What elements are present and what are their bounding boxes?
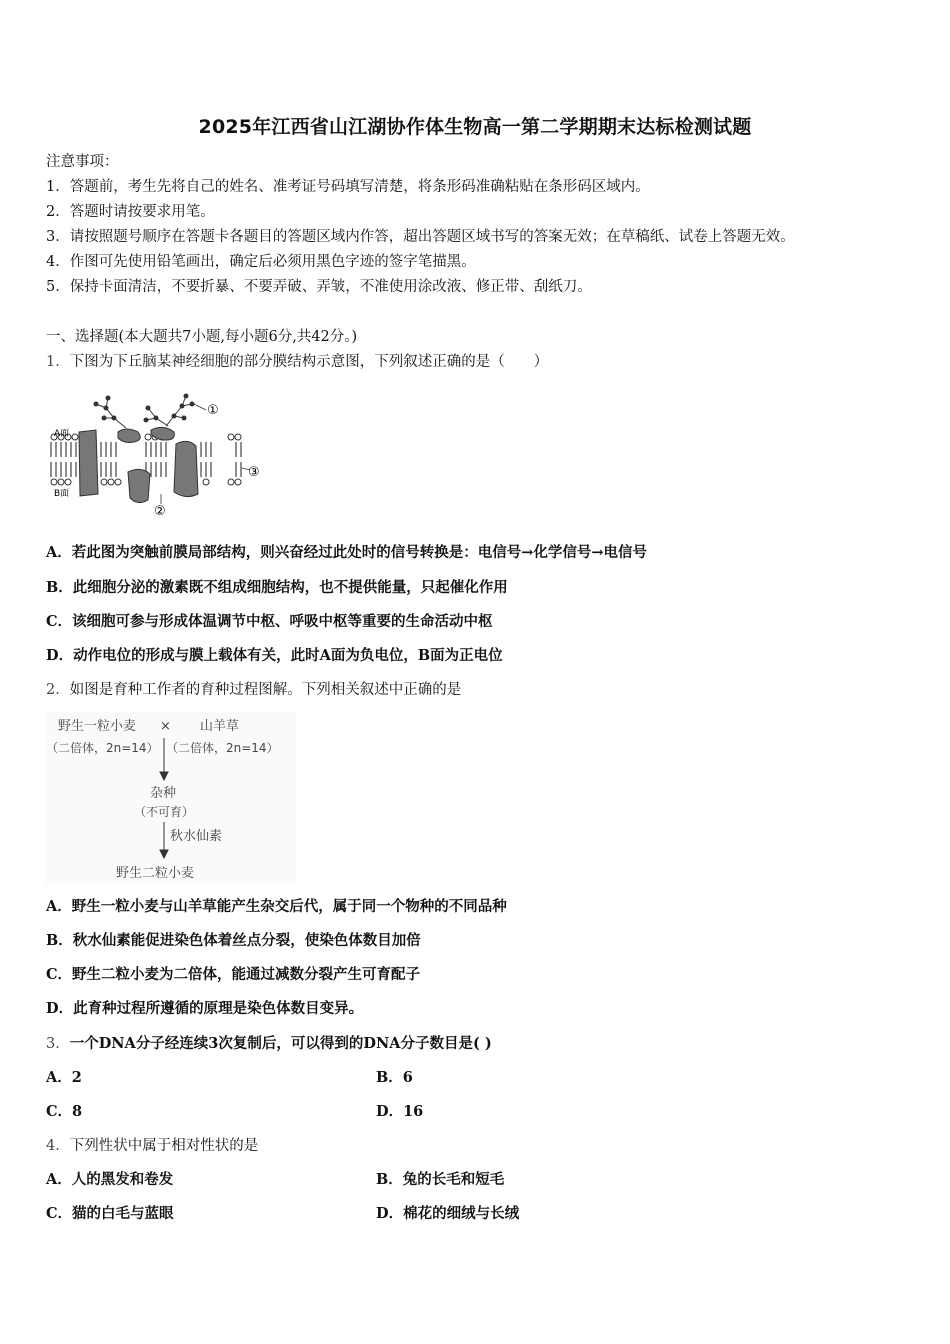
q2-option-c: C．野生二粒小麦为二倍体，能通过减数分裂产生可育配子	[46, 966, 421, 983]
question-text: 如图是育种工作者的育种过程图解。下列相关叙述中正确的是	[69, 682, 462, 698]
question-number: 2．	[46, 682, 70, 698]
notice-item: 2．答题时请按要求用笔。	[46, 204, 215, 220]
hybrid-label: 杂种	[150, 786, 177, 801]
q3-option-d: D．16	[376, 1103, 424, 1120]
q2-option-d: D．此育种过程所遵循的原理是染色体数目变异。	[46, 1000, 364, 1017]
question-2-stem	[46, 680, 461, 700]
parent-2-info: （二倍体，2n=14）	[166, 741, 279, 755]
notice-item: 4．作图可先使用铅笔画出，确定后必须用黑色字迹的签字笔描黑。	[46, 254, 476, 270]
notice-item: 1．答题前，考生先将自己的姓名、准考证号码填写清楚，将条形码准确粘贴在条形码区域内。	[46, 179, 650, 195]
q2-option-a: A．野生一粒小麦与山羊草能产生杂交后代，属于同一个物种的不同品种	[46, 898, 507, 915]
glycoprotein-chains	[94, 394, 194, 428]
question-3-stem	[46, 1034, 492, 1054]
section-heading: 一、选择题(本大题共7小题,每小题6分,共42分。)	[46, 329, 358, 345]
page-title: 2025年江西省山江湖协作体生物高一第二学期期末达标检测试题	[198, 116, 752, 138]
q2-option-b: B．秋水仙素能促进染色体着丝点分裂，使染色体数目加倍	[46, 932, 421, 949]
marker-2: ②	[154, 504, 166, 518]
q1-option-c: C．该细胞可参与形成体温调节中枢、呼吸中枢等重要的生命活动中枢	[46, 613, 493, 630]
q4-option-c: C．猫的白毛与蓝眼	[46, 1205, 174, 1222]
question-1-stem	[46, 352, 548, 372]
notice-heading: 注意事项：	[46, 154, 119, 170]
marker-1: ①	[207, 403, 219, 418]
parent-2-label: 山羊草	[200, 719, 240, 734]
q3-option-a: A．2	[46, 1069, 82, 1086]
q4-option-d: D．棉花的细绒与长绒	[376, 1205, 520, 1222]
membrane-diagram	[46, 382, 266, 518]
side-a-label: A面	[54, 429, 70, 439]
question-4-stem	[46, 1136, 258, 1156]
product-label: 野生二粒小麦	[116, 866, 195, 881]
side-b-label: B面	[54, 489, 70, 499]
breeding-diagram	[46, 712, 296, 884]
q1-option-b: B．此细胞分泌的激素既不组成细胞结构，也不提供能量，只起催化作用	[46, 579, 508, 596]
q3-option-b: B．6	[376, 1069, 413, 1086]
parent-1-label: 野生一粒小麦	[58, 719, 137, 734]
treatment-label: 秋水仙素	[170, 829, 223, 844]
membrane-proteins	[79, 427, 198, 502]
q1-option-a: A．若此图为突触前膜局部结构，则兴奋经过此处时的信号转换是：电信号→化学信号→电信号	[46, 544, 648, 561]
question-number: 3．	[46, 1036, 70, 1052]
parent-1-info: （二倍体，2n=14）	[46, 741, 159, 755]
question-number: 1．	[46, 354, 70, 370]
question-number: 4．	[46, 1138, 70, 1154]
question-text: 一个DNA分子经连续3次复制后，可以得到的DNA分子数目是( )	[69, 1035, 492, 1052]
question-text: 下列性状中属于相对性状的是	[69, 1138, 259, 1154]
marker-3: ③	[248, 465, 260, 480]
question-text: 下图为下丘脑某神经细胞的部分膜结构示意图，下列叙述正确的是（ ）	[69, 354, 549, 370]
q1-option-d: D．动作电位的形成与膜上载体有关，此时A面为负电位，B面为正电位	[46, 647, 503, 664]
q4-option-b: B．兔的长毛和短毛	[376, 1171, 505, 1188]
hybrid-note: （不可育）	[134, 805, 195, 819]
notice-item: 5．保持卡面清洁，不要折暴、不要弄破、弄皱，不准使用涂改液、修正带、刮纸刀。	[46, 279, 592, 295]
notice-item: 3．请按照题号顺序在答题卡各题目的答题区域内作答，超出答题区域书写的答案无效；在草稿纸、试卷上答题无效。	[46, 229, 795, 245]
q4-option-a: A．人的黑发和卷发	[46, 1171, 174, 1188]
cross-symbol: ×	[160, 719, 171, 734]
q3-option-c: C．8	[46, 1103, 83, 1120]
